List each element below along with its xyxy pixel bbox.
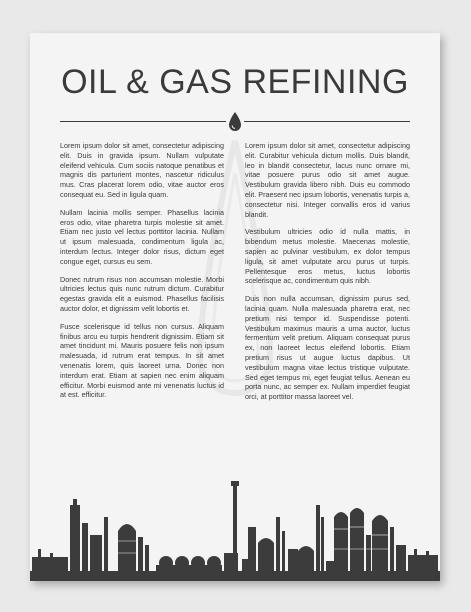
paragraph: Vestibulum ultricies odio id nulla mattis, in bibendum metus molestie. Maecenas molestie, sapien ac pulvinar vestibulum, ex dolor tempus ligula, sit amet vulputate arcu purus ut turpis. Pellentesque eros metus, luctus lobortis scelerisque ac, condimentum quis nibh.	[245, 227, 410, 286]
flyer-title: OIL & GAS REFINING	[61, 63, 409, 101]
refinery-skyline-icon	[30, 465, 440, 581]
paragraph: Lorem ipsum dolor sit amet, consectetur adipiscing elit. Duis in gravida ipsum. Nullam vulputate eleifend vehicula. Cum sociis natoque penatibus et magnis dis parturient montes, nascetur ridiculus mus. Cras placerat lorem odio, vitae auctor eros consequat eu. Sed in ligula quam.	[60, 141, 224, 199]
oil-drop-icon	[227, 111, 243, 133]
paragraph: Donec rutrum risus non accumsan molestie. Morbi ultricies lectus quis nunc rutrum dictum. Curabitur egestas gravida elit a euismod. Phasellus facilisis auctor dolor, et dignissim velit lobortis et.	[60, 274, 224, 313]
flyer-page	[30, 33, 440, 581]
title-divider-left	[60, 121, 226, 122]
paragraph: Nullam lacinia mollis semper. Phasellus lacinia eros odio, vitae pharetra turpis molestie sit amet. Etiam nec justo vel lectus porttitor lacinia. Nullam ut ipsum malesuada, condimentum ligula ac, interdum lectus. Integer dolor risus, dictum eget congue eget, cursus eu sem.	[60, 207, 224, 266]
right-text-column	[245, 141, 410, 410]
title-divider-right	[244, 121, 410, 122]
paragraph: Fusce scelerisque id tellus non cursus. Aliquam finibus arcu eu turpis hendrerit dignissim. Etiam sit amet tincidunt mi. Mauris posuere felis non ipsum malesuada, id rutrum erat tempus. In sit amet venenatis lorem, quis laoreet urna. Donec non interdum erat. Etiam at sapien nec enim aliquam efficitur. Morbi euismod ante mi venenatis luctus id at est. efficitur.	[60, 321, 224, 400]
left-text-column	[60, 141, 224, 408]
paragraph: Duis non nulla accumsan, dignissim purus sed, lacinia quam. Nulla malesuada pharetra erat, nec pretium nisi tempor id. Suspendisse potenti. Vestibulum maximus mauris a urna auctor, luctus fermentum velit pretium. Aliquam consequat purus ex, non laoreet lectus eleifend lobortis. Etiam pretium risus ut augue luctus dapibus. Ut vestibulum magna vitae lectus tristique vulputate. Sed eget tempus mi, eget feugiat tellus. Aenean eu porta nunc, ac semper ex. Nullam imperdiet feugiat orci, at porttitor massa laoreet vel.	[245, 294, 410, 402]
paragraph: Lorem ipsum dolor sit amet, consectetur adipiscing elit. Curabitur vehicula dictum mollis. Duis blandit, leo in blandit consectetur, lacus nunc ornare mi, vitae posuere purus odio sit amet augue. Vestibulum gravida libero nibh. Duis eu commodo elit. Praesent nec ipsum lobortis, venenatis turpis a, consectetur nisi. Integer convallis eros id varius blandit.	[245, 141, 410, 219]
